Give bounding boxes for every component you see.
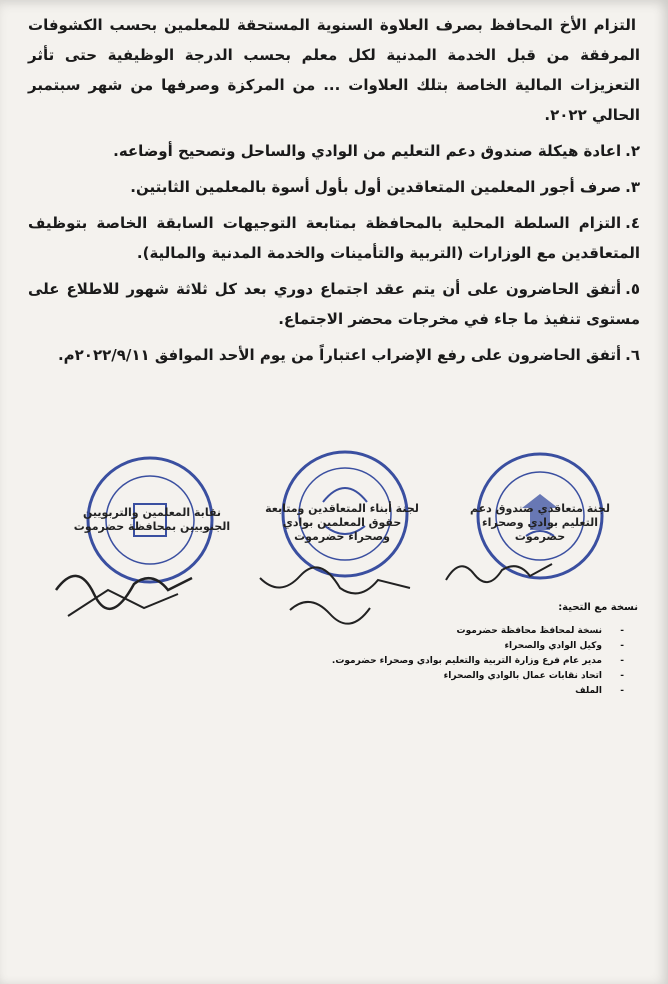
signature-1-icon bbox=[440, 550, 560, 590]
resolution-item-5: ٥.أتفق الحاضرون على أن يتم عقد اجتماع دوري بعد كل ثلاثة شهور للاطلاع على مستوى تنفيذ ما جاء في مخرجات محضر الاجتماع. bbox=[28, 280, 640, 328]
copy-item: - اتحاد نقابات عمال بالوادي والصحراء bbox=[278, 669, 602, 684]
signatory-label-1: لجنة متعاقدي صندوق دعم التعليم بوادي وصحراء حضرموت bbox=[470, 502, 610, 543]
resolution-text: التزام الأخ المحافظ بصرف العلاوة السنوية المستحقة للمعلمين بحسب الكشوفات المرفقة من قبل الخدمة المدنية لكل معلم بحسب الدرجة الوظيفية حتى تأثر التعزيزات المالية الخاصة بتلك العلاوات ... من المركزة وصرفها من شهر سبتمبر الحالي ٢٠٢٢. bbox=[28, 16, 640, 124]
resolution-text: اعادة هيكلة صندوق دعم التعليم من الوادي والساحل وتصحيح أوضاعه. bbox=[113, 142, 622, 160]
resolution-item-2: ٢.اعادة هيكلة صندوق دعم التعليم من الوادي والساحل وتصحيح أوضاعه. bbox=[113, 142, 640, 160]
signature-3-icon bbox=[48, 550, 198, 630]
signatory-label-2: لجنة أبناء المتعاقدين ومتابعة حقوق المعلمين بوادي وصحراء حضرموت bbox=[265, 502, 419, 543]
copy-item: - نسخة لمحافظ محافظة حضرموت bbox=[278, 624, 602, 639]
resolution-text: صرف أجور المعلمين المتعاقدين أول بأول أسوة بالمعلمين الثابتين. bbox=[130, 178, 622, 196]
copies-heading: نسخة مع التحية: bbox=[558, 602, 638, 613]
copy-item: - الملف bbox=[278, 684, 602, 699]
resolution-item-3: ٣.صرف أجور المعلمين المتعاقدين أول بأول أسوة بالمعلمين الثابتين. bbox=[130, 178, 640, 196]
copies-section bbox=[278, 600, 638, 699]
resolution-text: أتفق الحاضرون على رفع الإضراب اعتباراً من يوم الأحد الموافق ٢٠٢٢/٩/١١م. bbox=[57, 346, 622, 364]
resolution-item-6: ٦.أتفق الحاضرون على رفع الإضراب اعتباراً من يوم الأحد الموافق ٢٠٢٢/٩/١١م. bbox=[57, 346, 640, 364]
copy-item: - وكيل الوادي والصحراء bbox=[278, 639, 602, 654]
resolution-text: أتفق الحاضرون على أن يتم عقد اجتماع دوري بعد كل ثلاثة شهور للاطلاع على مستوى تنفيذ ما جاء في مخرجات محضر الاجتماع. bbox=[28, 280, 640, 328]
resolution-item-1 bbox=[28, 10, 640, 130]
resolution-item-4: ٤.التزام السلطة المحلية بالمحافظة بمتابعة التوجيهات السابقة الخاصة بتوظيف المتعاقدين مع الوزارات (التربية والتأمينات والخدمة المدنية والمالية). bbox=[28, 214, 640, 262]
resolutions-list bbox=[28, 10, 640, 376]
copies-list bbox=[278, 624, 638, 699]
resolution-text: التزام السلطة المحلية بالمحافظة بمتابعة التوجيهات السابقة الخاصة بتوظيف المتعاقدين مع الوزارات (التربية والتأمينات والخدمة المدنية والمالية). bbox=[28, 214, 640, 262]
signatory-label-3: نقابة المعلمين والتربويين الجنوبيين بمحافظة حضرموت bbox=[73, 506, 231, 533]
copy-item: - مدير عام فرع وزارة التربية والتعليم بوادي وصحراء حضرموت. bbox=[278, 654, 602, 669]
